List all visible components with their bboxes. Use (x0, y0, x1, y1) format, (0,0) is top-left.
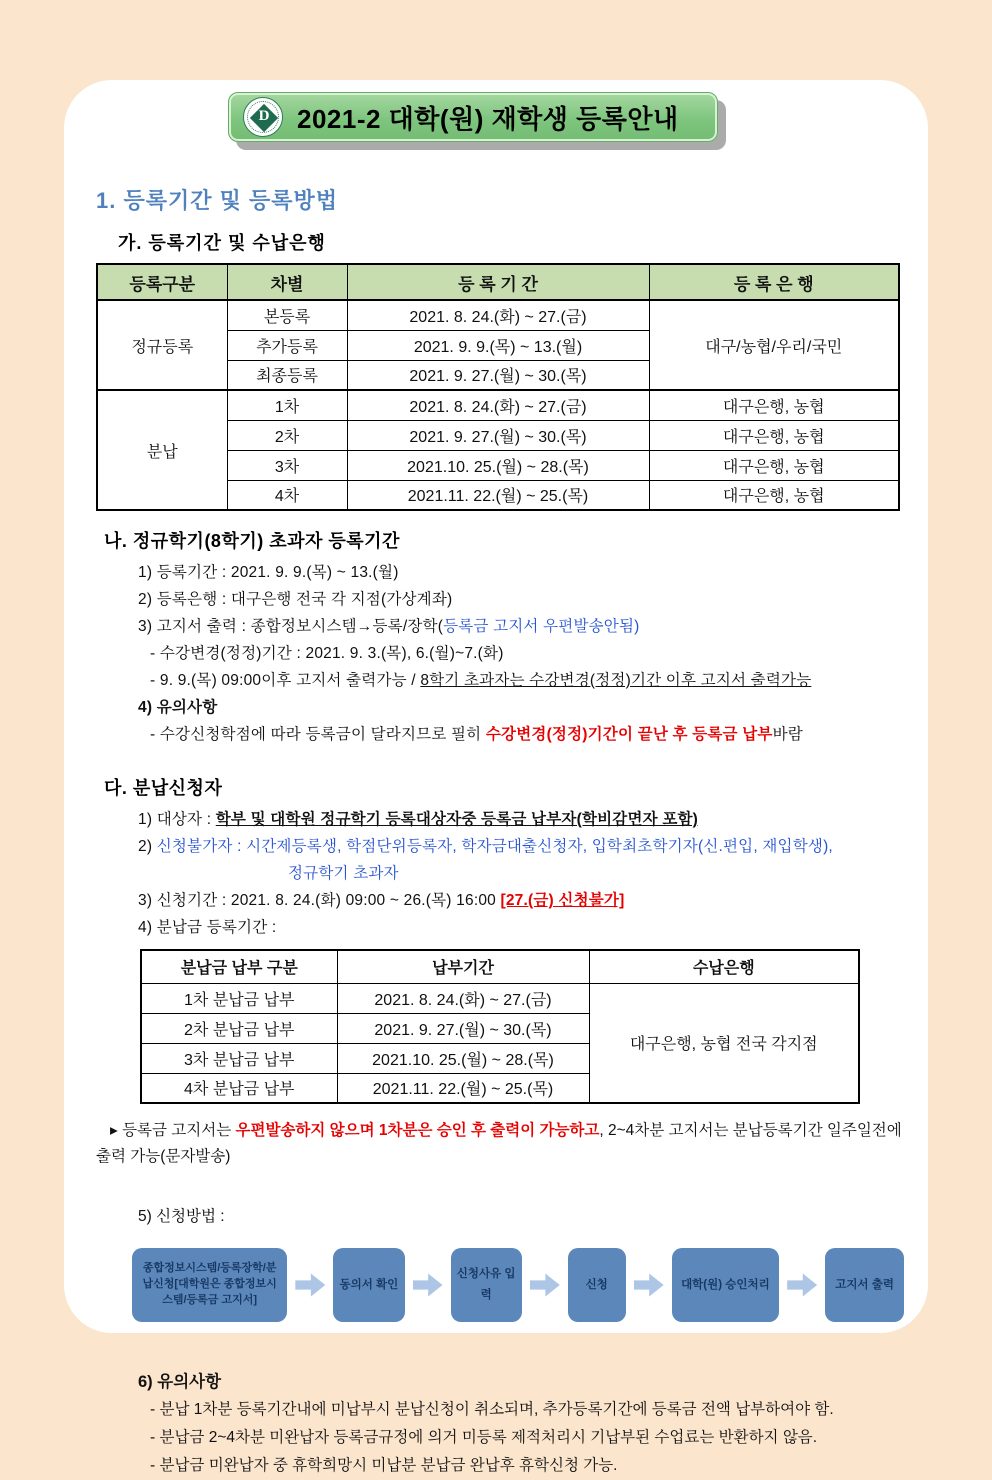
arrow-right-icon (787, 1272, 817, 1298)
arrow-right-icon (634, 1272, 664, 1298)
col-header-category: 등록구분 (97, 264, 227, 300)
cell-bank: 대구은행, 농협 (649, 450, 899, 480)
application-flowchart (132, 1248, 904, 1322)
list-item: 1) 대상자 : 학부 및 대학원 정규학기 등록대상자중 등록금 납부자(학비감면자 포함) (138, 811, 699, 828)
list-item: 3) 신청기간 : 2021. 8. 24.(화) 09:00 ~ 26.(목) 16:00 [27.(금) 신청불가] (138, 892, 625, 909)
list-item: 2) 신청불가자 : 시간제등록생, 학점단위등록자, 학자금대출신청자, 입학최초학기자(신.편입, 재입학생), (138, 838, 833, 855)
red-warning: 수강변경(정정)기간이 끝난 후 등록금 납부 (485, 726, 773, 743)
flow-step-system: 종합정보시스템/등록장학/분납신청[대학원은 종합정보시스템/등록금 고지서] (132, 1248, 287, 1322)
caution-item: - 분납금 2~4차분 미완납자 등록금규정에 의거 미등록 제적처리시 기납부된 수업료는 반환하지 않음. (150, 1429, 818, 1446)
section-1-heading: 1. 등록기간 및 등록방법 (96, 188, 338, 213)
red-deadline: [27.(금) 신청불가] (500, 892, 625, 909)
document-page (64, 80, 928, 1474)
cell-period: 2021. 8. 24.(화) ~ 27.(금) (337, 983, 589, 1013)
registration-period-table (96, 263, 900, 511)
table-row (141, 983, 859, 1013)
caution-item: - 분납 1차분 등록기간내에 미납부시 분납신청이 취소되며, 추가등록기간에 등록금 전액 납부하여야 함. (150, 1401, 834, 1418)
flow-step-approval: 대학(원) 승인처리 (672, 1248, 780, 1322)
group-label-regular: 정규등록 (97, 300, 227, 390)
col-header-round: 차별 (227, 264, 347, 300)
bill-notice: ▸ 등록금 고지서는 우편발송하지 않으며 1차분은 승인 후 출력이 가능하고, 2~4차분 고지서는 분납등록기간 일주일전에 출력 가능(문자발송) (96, 1122, 902, 1165)
list-item: 1) 등록기간 : 2021. 9. 9.(목) ~ 13.(월) (138, 564, 399, 581)
table-header-row (97, 264, 899, 300)
col-header-bank: 등 록 은 행 (649, 264, 899, 300)
cell-period: 2021.11. 22.(월) ~ 25.(목) (337, 1073, 589, 1103)
cell-period: 2021.10. 25.(월) ~ 28.(목) (337, 1043, 589, 1073)
cell-bank: 대구은행, 농협 (649, 480, 899, 510)
table-header-row (141, 950, 859, 983)
cell-bank: 대구은행, 농협 (649, 420, 899, 450)
cell-period: 2021. 9. 27.(월) ~ 30.(목) (347, 420, 649, 450)
cell-period: 2021.11. 22.(월) ~ 25.(목) (347, 480, 649, 510)
section-da-list (138, 806, 898, 941)
cell-round: 3차 (227, 450, 347, 480)
list-item: 3) 고지서 출력 : 종합정보시스템→등록/장학(등록금 고지서 우편발송안됨) (138, 618, 640, 635)
caution-item: - 분납금 미완납자 중 휴학희망시 미납분 분납금 완납후 휴학신청 가능. (150, 1457, 618, 1474)
blue-excluded-list: 신청불가자 : 시간제등록생, 학점단위등록자, 학자금대출신청자, 입학최초학기자(신.편입, 재입학생), (156, 838, 833, 855)
installment-payment-table (140, 949, 860, 1104)
flow-step-print: 고지서 출력 (825, 1248, 904, 1322)
cell-bank-regular: 대구/농협/우리/국민 (649, 300, 899, 390)
cell-label: 2차 분납금 납부 (141, 1013, 337, 1043)
flow-step-consent: 동의서 확인 (333, 1248, 404, 1322)
cell-bank: 대구은행, 농협 (649, 390, 899, 420)
cautions-heading: 6) 유의사항 (138, 1373, 222, 1391)
title-bar (228, 92, 718, 142)
cautions-section (138, 1368, 898, 1480)
section-1a-heading: 가. 등록기간 및 수납은행 (118, 233, 326, 253)
cell-period: 2021. 8. 24.(화) ~ 27.(금) (347, 300, 649, 330)
arrow-right-icon (413, 1272, 443, 1298)
flow-step-apply: 신청 (568, 1248, 626, 1322)
list-item: 4) 유의사항 (138, 699, 218, 716)
list-item: - 수강변경(정정)기간 : 2021. 9. 3.(목), 6.(월)~7.(화) (150, 645, 504, 662)
underlined-target: 학부 및 대학원 정규학기 등록대상자중 등록금 납부자(학비감면자 포함) (215, 811, 699, 828)
col-header-installment: 분납금 납부 구분 (141, 950, 337, 983)
table-row (97, 300, 899, 330)
col-header-receiving-bank: 수납은행 (589, 950, 859, 983)
cell-period: 2021. 9. 27.(월) ~ 30.(목) (347, 360, 649, 390)
university-seal-icon (243, 97, 283, 137)
cell-label: 3차 분납금 납부 (141, 1043, 337, 1073)
col-header-pay-period: 납부기간 (337, 950, 589, 983)
cell-bank: 대구은행, 농협 전국 각지점 (589, 983, 859, 1103)
arrow-right-icon (530, 1272, 560, 1298)
cell-round: 4차 (227, 480, 347, 510)
section-da-heading: 다. 분납신청자 (104, 778, 223, 798)
list-item: 4) 분납금 등록기간 : (138, 919, 277, 936)
list-item: 2) 등록은행 : 대구은행 전국 각 지점(가상계좌) (138, 591, 453, 608)
list-item: - 9. 9.(목) 09:00이후 고지서 출력가능 / 8학기 초과자는 수강변경(정정)기간 이후 고지서 출력가능 (150, 672, 812, 689)
cell-round: 추가등록 (227, 330, 347, 360)
cell-period: 2021.10. 25.(월) ~ 28.(목) (347, 450, 649, 480)
underlined-note: 8학기 초과자는 수강변경(정정)기간 이후 고지서 출력가능 (420, 672, 812, 689)
cell-round: 1차 (227, 390, 347, 420)
list-item: 정규학기 초과자 (288, 865, 399, 882)
cell-label: 1차 분납금 납부 (141, 983, 337, 1013)
section-na-heading: 나. 정규학기(8학기) 초과자 등록기간 (104, 531, 400, 551)
logo-letter: D (258, 108, 270, 124)
method-label: 5) 신청방법 : (138, 1208, 225, 1225)
cell-round: 2차 (227, 420, 347, 450)
cell-round: 본등록 (227, 300, 347, 330)
col-header-period: 등 록 기 간 (347, 264, 649, 300)
cell-period: 2021. 8. 24.(화) ~ 27.(금) (347, 390, 649, 420)
blue-note: 등록금 고지서 우편발송안됨) (443, 618, 640, 635)
group-label-installment: 분납 (97, 390, 227, 510)
table-row (97, 390, 899, 420)
cell-period: 2021. 9. 27.(월) ~ 30.(목) (337, 1013, 589, 1043)
page-title: 2021-2 대학(원) 재학생 등록안내 (297, 103, 679, 134)
cell-label: 4차 분납금 납부 (141, 1073, 337, 1103)
arrow-right-icon (295, 1272, 325, 1298)
red-bill-warning: 우편발송하지 않으며 1차분은 승인 후 출력이 가능하고 (235, 1122, 600, 1139)
section-na-list (138, 559, 898, 748)
list-item: - 수강신청학점에 따라 등록금이 달라지므로 필히 수강변경(정정)기간이 끝난 후 등록금 납부바람 (150, 726, 803, 743)
cell-round: 최종등록 (227, 360, 347, 390)
flow-step-reason: 신청사유 입력 (451, 1248, 522, 1322)
cell-period: 2021. 9. 9.(목) ~ 13.(월) (347, 330, 649, 360)
